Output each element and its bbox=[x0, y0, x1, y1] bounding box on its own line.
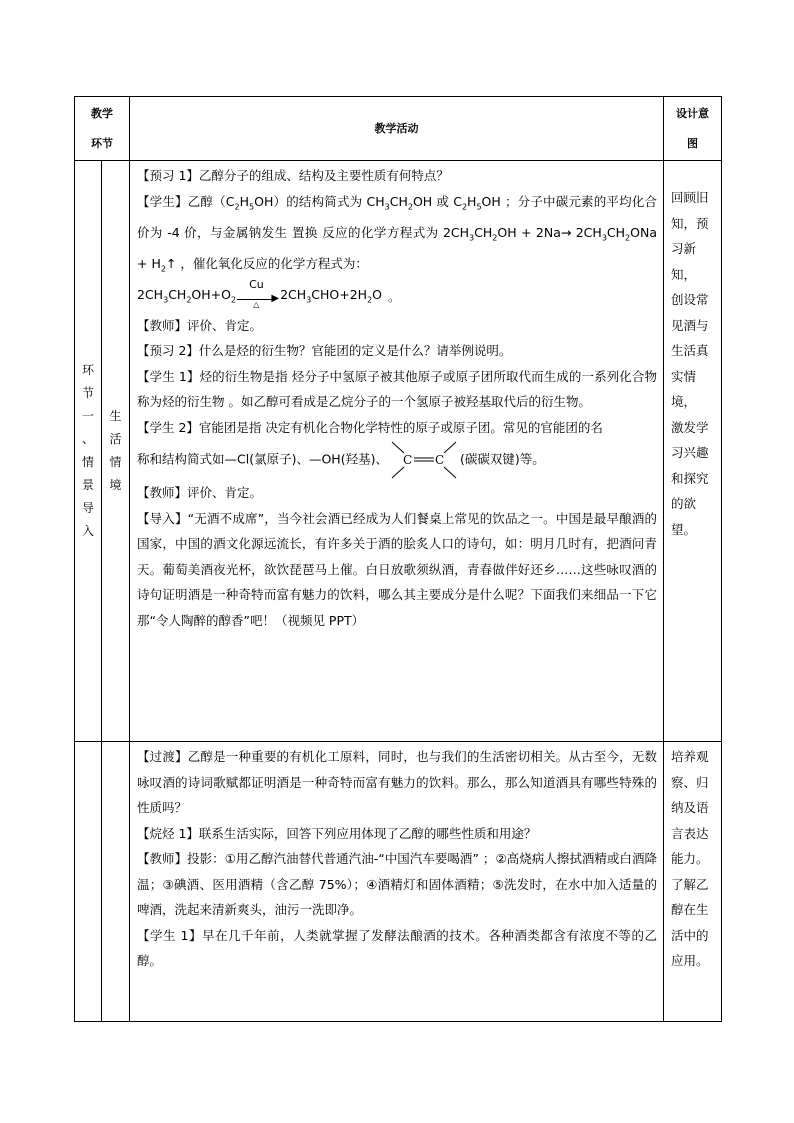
substage-char: 情 bbox=[109, 455, 122, 469]
stage-char: 情 bbox=[81, 455, 94, 469]
stage-cell-2 bbox=[75, 742, 102, 1022]
student-1-answer: 【学生 1】烃的衍生物是指 烃分子中氢原子被其他原子或原子团所取代而生成的一系列化合物称为烃的衍生物 。如乙醇可看成是乙烷分子的一个氢原子被羟基取代后的衍生物。 bbox=[137, 368, 657, 409]
intent-line: 创设常 bbox=[671, 292, 709, 307]
substage-char: 境 bbox=[109, 478, 122, 492]
teacher-projection: 【教师】投影：①用乙醇汽油替代普通汽油-“中国汽车要喝酒” ；②高烧病人擦拭酒精或白酒降温；③碘酒、医用酒精（含乙醇 75%）；④酒精灯和固体酒精；⑤洗发时，在水中加入适量的啤酒，洗起来清新爽头，油污一洗即净。 bbox=[137, 851, 657, 917]
carbon-double-bond-icon bbox=[388, 440, 460, 480]
section1-row bbox=[75, 161, 722, 742]
student-2-answer: 【学生 2】官能团是指 决定有机化合物化学特性的原子或原子团。常见的官能团的名 bbox=[137, 419, 603, 435]
header-stage-line2: 环节 bbox=[91, 136, 113, 150]
heat-condition-label: △ bbox=[253, 300, 260, 309]
lesson-plan-table bbox=[74, 96, 722, 1022]
header-stage-cell bbox=[75, 97, 130, 161]
stage-char: 节 bbox=[81, 386, 94, 400]
intent-line: 纳及语 bbox=[671, 800, 709, 815]
groups-before: 称和结构简式如—Cl(氯原子)、—OH(羟基)、 bbox=[137, 451, 388, 467]
activity-cell-2 bbox=[130, 742, 664, 1022]
intent-line: 习兴趣 bbox=[671, 445, 709, 460]
intent-line: 的欲望。 bbox=[671, 496, 697, 537]
intent-line: 回顾旧 bbox=[671, 190, 709, 205]
intent-line: 和探究 bbox=[671, 470, 709, 486]
question-1: 【烷烃 1】联系生活实际，回答下列应用体现了乙醇的哪些性质和用途？ bbox=[137, 825, 537, 841]
header-intent-cell bbox=[664, 97, 722, 161]
catalyst-label: Cu bbox=[249, 278, 264, 291]
preview-2-question: 【预习 2】什么是烃的衍生物？官能团的定义是什么？请举例说明。 bbox=[137, 343, 512, 358]
equation-left: $2CH_3CH_2OH+O_2$ bbox=[137, 286, 237, 304]
equation-right: $2CH_3CHO+2H_2O$ bbox=[280, 286, 382, 304]
student-answer-ethanol: 【学生】乙醇$(C_2H_5OH)$的结构简式为 $CH_3CH_2OH$ 或 $C_2H_5OH$ ；分子中碳元素的平均化合价为 -4 价，与金属钠发生 置换 反应的化学方程式为 $2CH_3CH_2OH + 2Na\to 2CH_3CH_2ONa$ + $H_2↑$ ，催化氧化反应的化学方程式为： bbox=[137, 193, 657, 273]
header-row bbox=[75, 97, 722, 161]
substage-cell-1 bbox=[102, 161, 130, 742]
substage-char: 生 bbox=[109, 409, 122, 423]
substage-cell-2 bbox=[102, 742, 130, 1022]
stage-char: 、 bbox=[81, 432, 94, 446]
oxidation-equation bbox=[137, 278, 657, 313]
functional-groups-line bbox=[137, 440, 657, 480]
introduction-paragraph: 【导入】“无酒不成席”，当今社会酒已经成为人们餐桌上常见的饮品之一。中国是最早酿酒的国家，中国的酒文化源远流长，有许多关于酒的脍炙人口的诗句，如：明月几时有，把酒问青天。葡萄美酒夜光杯，欲饮琵琶马上催。白日放歌须纵酒，青春做伴好还乡……这些咏叹酒的诗句证明酒是一种奇特而富有魅力的饮料，哪么其主要成分是什么呢？下面我们来细品一下它那“令人陶醉的醇香”吧！（视频见 PPT） bbox=[137, 510, 657, 628]
stage-char: 一 bbox=[81, 409, 94, 423]
equation-tail: 。 bbox=[388, 289, 401, 305]
intent-line: 能力。 bbox=[671, 851, 709, 866]
intent-line: 培养观 bbox=[671, 749, 709, 764]
header-intent-line2: 图 bbox=[687, 136, 698, 150]
intent-cell-2 bbox=[664, 742, 722, 1022]
header-activity-cell: 教学活动 bbox=[130, 97, 664, 161]
intent-line: 了解乙 bbox=[671, 876, 709, 892]
teacher-comment-1: 【教师】评价、肯定。 bbox=[137, 317, 263, 333]
stage-char: 景 bbox=[81, 478, 94, 492]
intent-line: 应用。 bbox=[671, 953, 709, 968]
arrow-head-icon: ▶ bbox=[271, 293, 280, 304]
carbon-left-label: C bbox=[402, 453, 413, 467]
preview-1-question: 【预习 1】乙醇分子的组成、结构及主要性质有何特点？ bbox=[137, 168, 449, 183]
header-intent-line1: 设计意 bbox=[676, 106, 709, 120]
intent-line: 言表达 bbox=[671, 825, 709, 841]
intent-cell-1 bbox=[664, 161, 722, 742]
reaction-arrow-icon bbox=[237, 278, 280, 309]
stage-char: 环 bbox=[81, 363, 94, 377]
intent-line: 实情境， bbox=[671, 368, 697, 409]
intent-line: 激发学 bbox=[671, 419, 709, 435]
student-1-history: 【学生 1】早在几千年前，人类就掌握了发酵法酿酒的技术。各种酒类都含有浓度不等的乙醇。 bbox=[137, 927, 657, 968]
stage-cell-1 bbox=[75, 161, 102, 742]
intent-line: 见酒与 bbox=[671, 317, 709, 333]
intent-line: 活中的 bbox=[671, 927, 709, 943]
stage-char: 入 bbox=[81, 524, 94, 538]
intent-line: 习新知， bbox=[671, 241, 697, 282]
activity-cell-1 bbox=[130, 161, 664, 742]
intent-line: 生活真 bbox=[671, 343, 709, 358]
substage-char: 活 bbox=[109, 432, 122, 446]
transition-paragraph: 【过渡】乙醇是一种重要的有机化工原料，同时，也与我们的生活密切相关。从古至今，无数咏叹酒的诗词歌赋都证明酒是一种奇特而富有魅力的饮料。那么，那么知道酒具有哪些特殊的性质吗？ bbox=[137, 749, 657, 815]
section2-row bbox=[75, 742, 722, 1022]
intent-line: 察、归 bbox=[671, 774, 709, 790]
stage-char: 导 bbox=[81, 501, 94, 515]
teacher-comment-2: 【教师】评价、肯定。 bbox=[137, 485, 263, 500]
groups-after: (碳碳双键)等。 bbox=[459, 451, 545, 467]
header-stage-line1: 教学 bbox=[91, 106, 113, 120]
intent-line: 知，预 bbox=[671, 215, 709, 231]
carbon-right-label: C bbox=[434, 453, 445, 467]
intent-line: 醇在生 bbox=[671, 902, 709, 917]
